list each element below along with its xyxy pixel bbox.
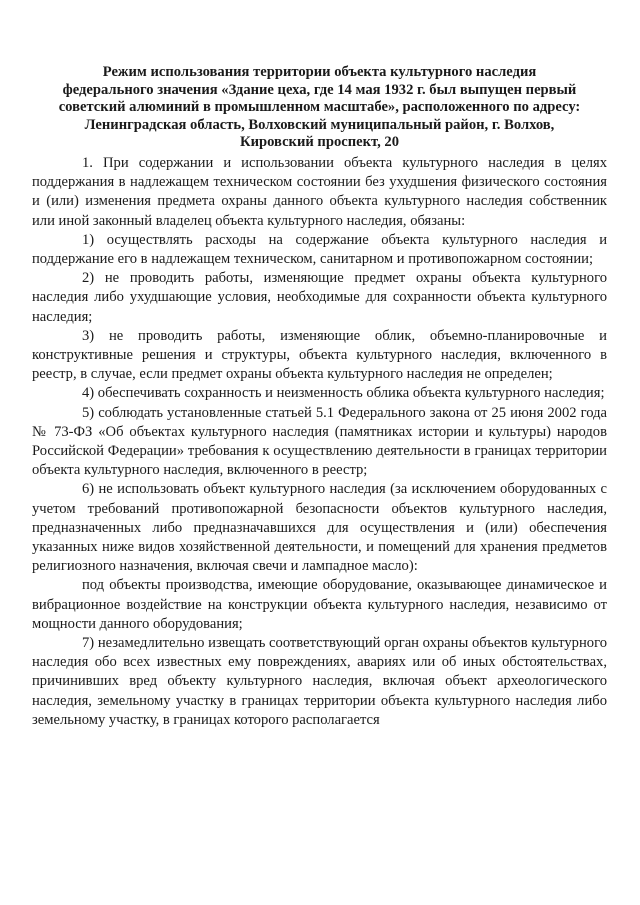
document-title: [32, 64, 607, 152]
paragraph-obligation-1: 1) осуществлять расходы на содержание объекта культурного наследия и поддержание его в надлежащем техническом, санитарном и противопожарном состоянии;: [32, 231, 607, 267]
title-line: Кировский проспект, 20: [239, 134, 399, 151]
paragraph-obligation-2: 2) не проводить работы, изменяющие предмет охраны объекта культурного наследия либо ухудшающие условия, необходимые для сохранности объекта культурного наследия;: [32, 270, 607, 325]
title-line: советский алюминий в промышленном масштабе», расположенного по адресу:: [58, 99, 581, 116]
title-line: федерального значения «Здание цеха, где 14 мая 1932 г. был выпущен первый: [62, 81, 577, 98]
paragraph-obligation-7: 7) незамедлительно извещать соответствующий орган охраны объектов культурного наследия обо всех известных ему повреждениях, авариях или об иных обстоятельствах, причинивших вред объекту культурного наследия, включая объект археологического наследия, земельному участку в границах территории объекта культурного наследия либо земельному участку, в границах которого располагается: [32, 635, 607, 728]
paragraph-obligation-5: 5) соблюдать установленные статьей 5.1 Федерального закона от 25 июня 2002 года № 73-ФЗ «Об объектах культурного наследия (памятниках истории и культуры) народов Российской Федерации» требования к осуществлению деятельности в границах территории объекта культурного наследия, включенного в реестр;: [32, 404, 607, 479]
title-line: Режим использования территории объекта культурного наследия: [102, 64, 537, 80]
paragraph-obligation-6: 6) не использовать объект культурного наследия (за исключением оборудованных с учетом требований противопожарной безопасности объектов культурного наследия, предназначенных либо предназначавшихся для осуществления и (или) обеспечения указанных ниже видов хозяйственной деятельности, и помещений для хранения предметов религиозного назначения, включая свечи и лампадное масло):: [32, 481, 607, 575]
paragraph-1-intro: 1. При содержании и использовании объекта культурного наследия в целях поддержания в надлежащем техническом состоянии без ухудшения физического состояния и (или) изменения предмета охраны данного объекта культурного наследия собственник или иной законный владелец объекта культурного наследия, обязаны:: [32, 154, 607, 229]
paragraph-obligation-6-item: под объекты производства, имеющие оборудование, оказывающее динамическое и вибрационное воздействие на конструкции объекта культурного наследия, независимо от мощности данного оборудования;: [32, 577, 607, 632]
paragraph-obligation-4: 4) обеспечивать сохранность и неизменность облика объекта культурного наследия;: [82, 385, 605, 402]
paragraph-obligation-3: 3) не проводить работы, изменяющие облик, объемно-планировочные и конструктивные решения и структуры, объекта культурного наследия, включенного в реестр, в случае, если предмет охраны объекта культурного наследия не определен;: [32, 327, 607, 383]
document-body: [32, 64, 607, 730]
title-line: Ленинградская область, Волховский муниципальный район, г. Волхов,: [84, 116, 555, 133]
